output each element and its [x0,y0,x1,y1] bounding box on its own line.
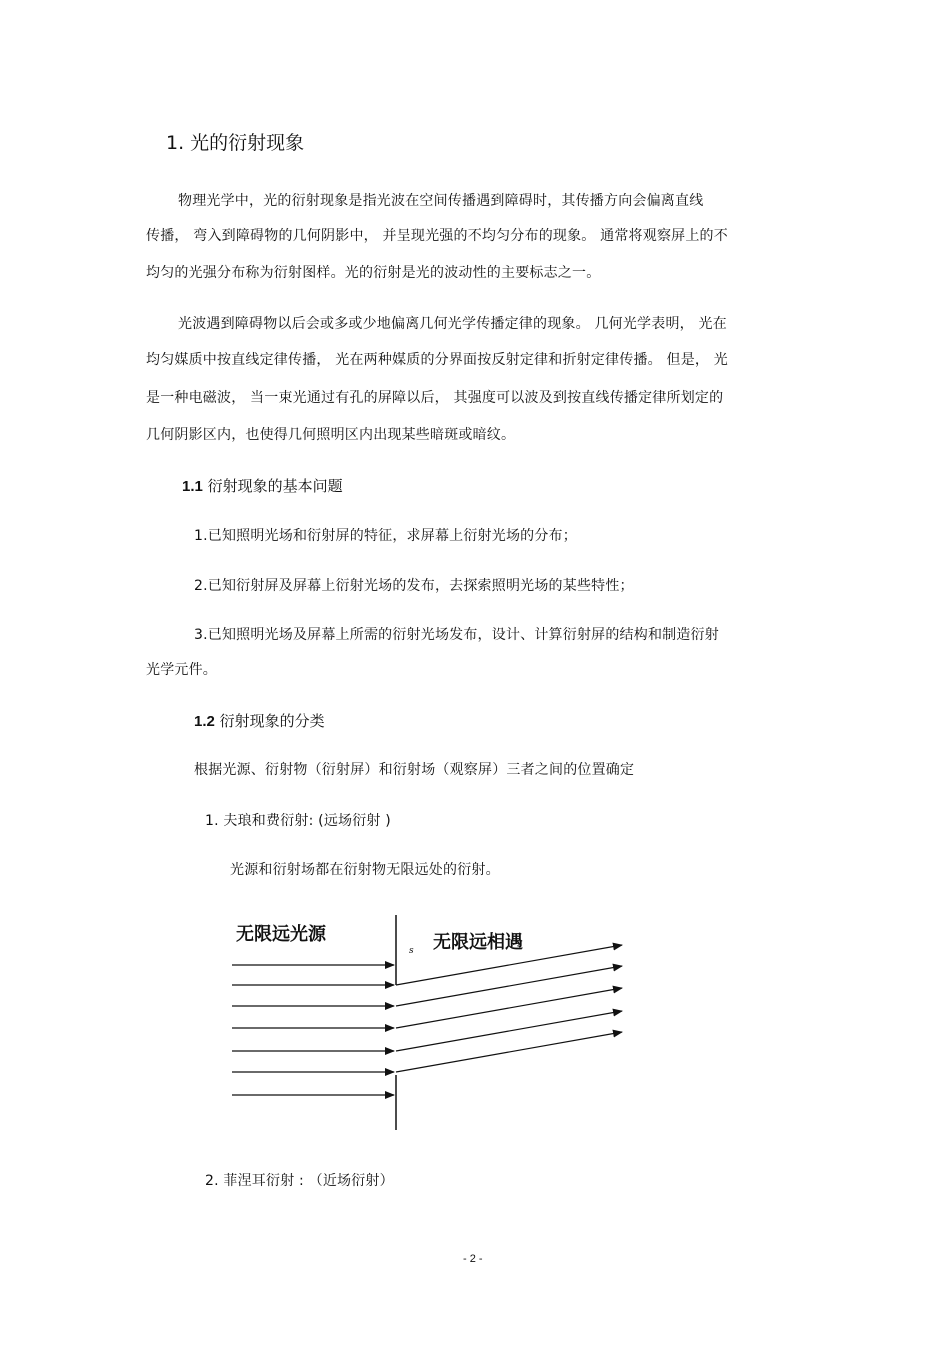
diffracted-ray [396,945,622,985]
para2-line2: 均匀媒质中按直线定律传播， 光在两种媒质的分界面按反射定律和折射定律传播。 但是， 光 [146,352,728,368]
figure-left-label: 无限远光源 [236,924,326,945]
subsection-title: 衍射现象的分类 [219,712,325,730]
figure-s-label: s [409,946,414,956]
page-number: - 2 - [463,1253,483,1265]
para1-line1: 物理光学中，光的衍射现象是指光波在空间传播遇到障碍时，其传播方向会偏离直线 [178,193,704,209]
para2-line3: 是一种电磁波， 当一束光通过有孔的屏障以后， 其强度可以波及到按直线传播定律所划定的 [146,390,724,406]
diffracted-ray [396,988,622,1028]
figure-right-label: 无限远相遇 [433,932,523,953]
diffracted-ray [396,1011,622,1051]
subsection-1-2-heading [194,710,325,731]
fraunhofer-desc: 光源和衍射场都在衍射物无限远处的衍射。 [230,862,500,878]
diffracted-ray [396,1032,622,1072]
fraunhofer-diagram [220,905,640,1135]
para2-line4: 几何阴影区内，也使得几何照明区内出现某些暗斑或暗纹。 [146,427,516,443]
fraunhofer-item: 1. 夫琅和费衍射: (远场衍射 ) [205,813,391,829]
para1-line2: 传播， 弯入到障碍物的几何阴影中， 并呈现光强的不均匀分布的现象。 通常将观察屏上的不 [146,228,728,244]
section-title: 1. 光的衍射现象 [166,132,305,154]
subsection-number: 1.1 [182,478,203,495]
subsection-title: 衍射现象的基本问题 [207,477,343,495]
subsection-1-1-heading [182,475,343,496]
problem-item-1: 1.已知照明光场和衍射屏的特征，求屏幕上衍射光场的分布； [194,528,577,544]
classification-intro: 根据光源、衍射物（衍射屏）和衍射场（观察屏）三者之间的位置确定 [194,762,635,778]
subsection-number: 1.2 [194,713,215,730]
fresnel-item: 2. 菲涅耳衍射 : （近场衍射） [205,1173,394,1189]
problem-item-2: 2.已知衍射屏及屏幕上衍射光场的发布，去探索照明光场的某些特性； [194,578,634,594]
problem-item-3-cont: 光学元件。 [146,662,217,678]
problem-item-3: 3.已知照明光场及屏幕上所需的衍射光场发布，设计、计算衍射屏的结构和制造衍射 [194,627,719,643]
para2-line1: 光波遇到障碍物以后会或多或少地偏离几何光学传播定律的现象。 几何光学表明， 光在 [178,316,727,332]
para1-line3: 均匀的光强分布称为衍射图样。光的衍射是光的波动性的主要标志之一。 [146,265,601,281]
diffracted-ray [396,966,622,1006]
